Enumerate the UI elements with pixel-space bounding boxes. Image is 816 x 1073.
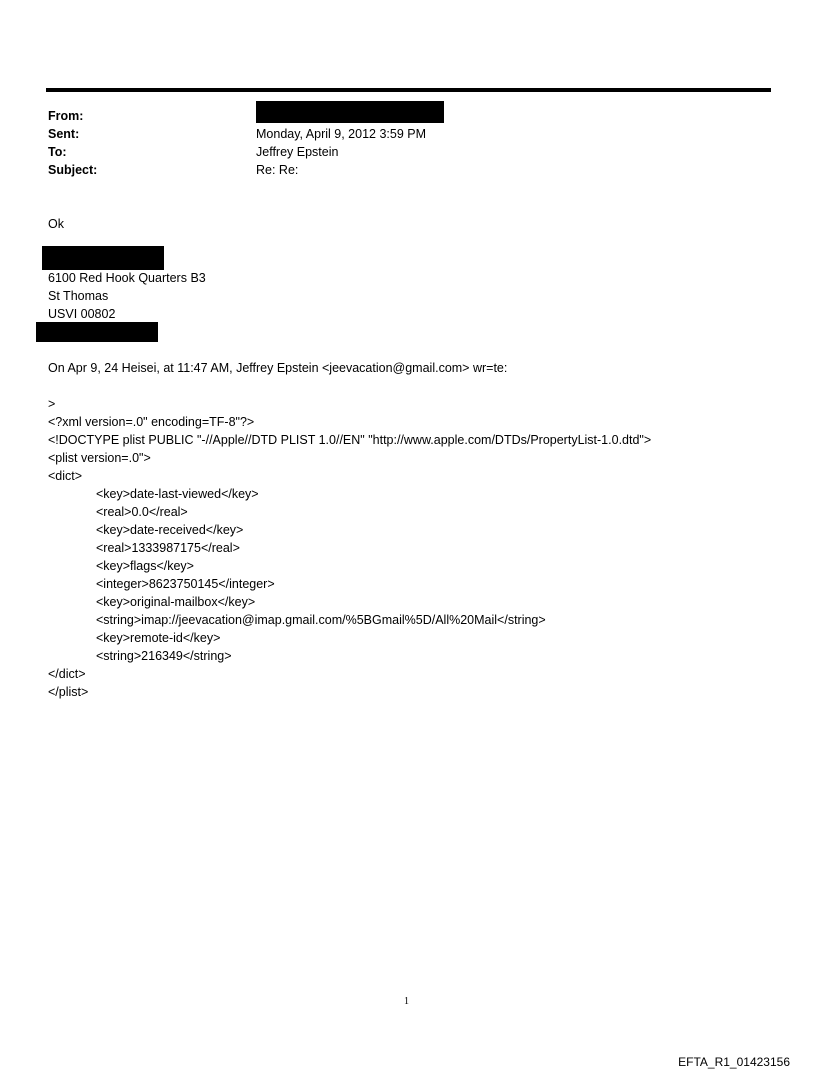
xml-line: <?xml version=.0" encoding=TF-8"?> [48,415,255,429]
from-redaction [256,101,444,123]
quote-marker: > [48,397,56,411]
xml-line: <plist version=.0"> [48,451,151,465]
from-label: From: [48,109,84,123]
address-line-1: 6100 Red Hook Quarters B3 [48,271,206,285]
xml-line: </dict> [48,667,86,681]
bates-number: EFTA_R1_01423156 [678,1055,790,1069]
xml-line: <string>imap://jeevacation@imap.gmail.com/%5BGmail%5D/All%20Mail</string> [96,613,546,627]
address-line-3: USVI 00802 [48,307,116,321]
xml-line: <key>date-last-viewed</key> [96,487,259,501]
to-value: Jeffrey Epstein [256,145,339,159]
subject-label: Subject: [48,163,98,177]
signature-name-redaction [42,246,164,270]
xml-line: <real>0.0</real> [96,505,188,519]
sent-value: Monday, April 9, 2012 3:59 PM [256,127,427,141]
xml-line: <dict> [48,469,83,483]
xml-line: <real>1333987175</real> [96,541,240,555]
quote-intro: On Apr 9, 24 Heisei, at 11:47 AM, Jeffrey Epstein <jeevacation@gmail.com> wr=te: [48,361,508,375]
xml-line: <integer>8623750145</integer> [96,577,275,591]
sent-label: Sent: [48,127,80,141]
page-number: 1 [404,996,409,1007]
xml-line: <key>original-mailbox</key> [96,595,256,609]
xml-line: <!DOCTYPE plist PUBLIC "-//Apple//DTD PLIST 1.0//EN" "http://www.apple.com/DTDs/PropertyList-1.0.dtd"> [48,433,652,447]
header-rule [46,88,771,92]
xml-line: </plist> [48,685,89,699]
signature-contact-redaction [36,322,158,342]
xml-line: <string>216349</string> [96,649,232,663]
reply-text: Ok [48,217,64,231]
xml-line: <key>date-received</key> [96,523,244,537]
address-line-2: St Thomas [48,289,109,303]
subject-value: Re: Re: [256,163,299,177]
to-label: To: [48,145,67,159]
xml-line: <key>remote-id</key> [96,631,221,645]
xml-line: <key>flags</key> [96,559,194,573]
